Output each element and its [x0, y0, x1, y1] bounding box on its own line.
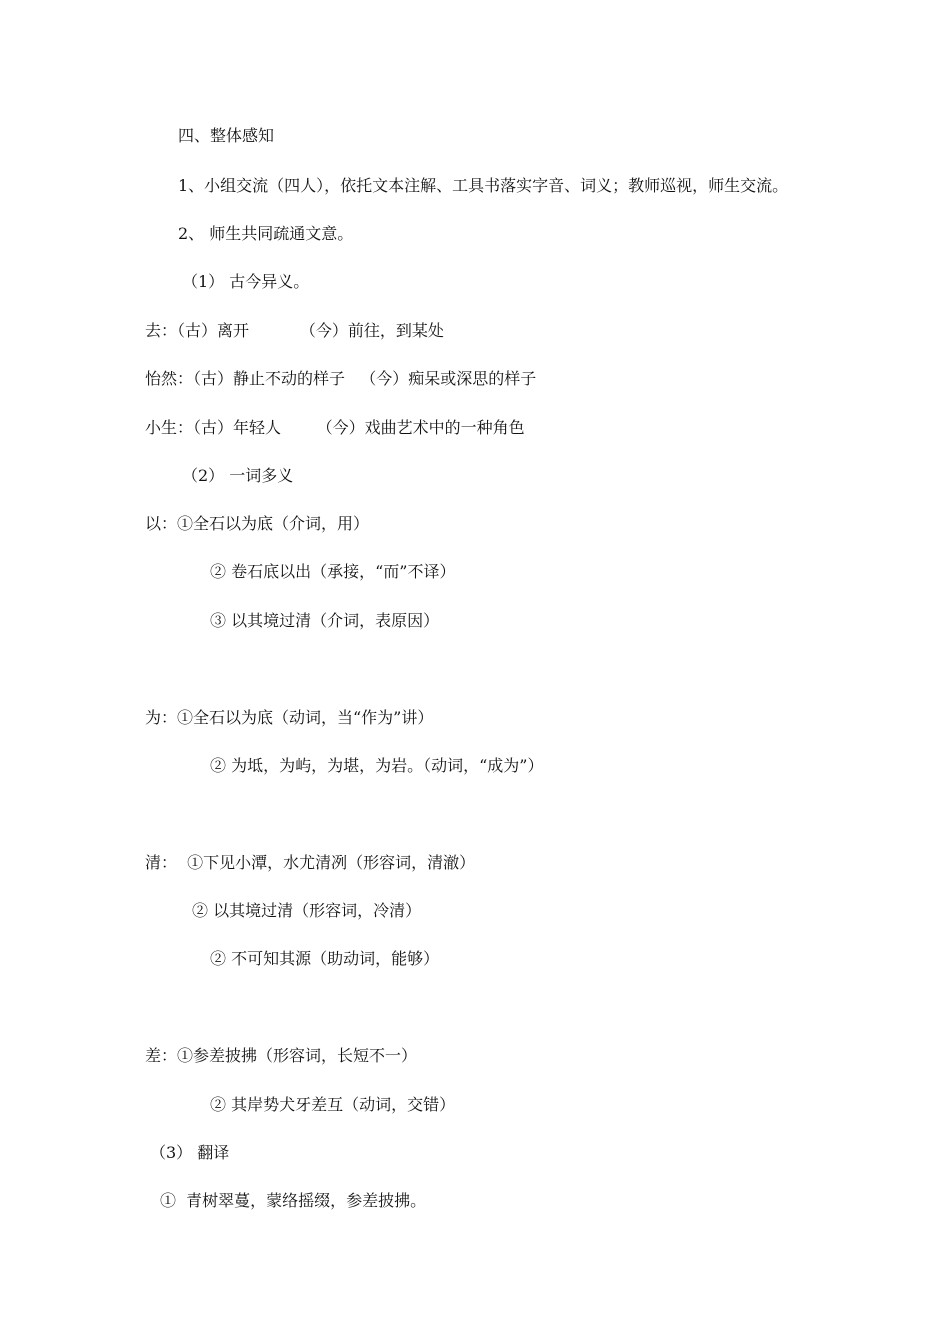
- paragraph-step-1: 1、小组交流（四人），依托文本注解、工具书落实字音、词义；教师巡视，师生交流。: [178, 176, 789, 195]
- entry-qu: 去：（古）离开 （今）前往，到某处: [145, 321, 444, 340]
- subheading-translation: （3） 翻译: [150, 1143, 230, 1162]
- entry-yi-2: ② 卷石底以出（承接，“而”不译）: [210, 562, 456, 581]
- subheading-ancient-modern: （1） 古今异义。: [182, 272, 310, 291]
- entry-xiaosheng: 小生：（古）年轻人 （今）戏曲艺术中的一种角色: [145, 418, 525, 437]
- translation-item-1: ① 青树翠蔓，蒙络摇缀，参差披拂。: [160, 1191, 427, 1210]
- entry-qing-1: 清： ①下见小潭，水尤清冽（形容词，清澈）: [145, 853, 476, 872]
- paragraph-step-2: 2、 师生共同疏通文意。: [178, 224, 354, 243]
- entry-cha-2: ② 其岸势犬牙差互（动词，交错）: [210, 1095, 456, 1114]
- entry-cha-1: 差：①参差披拂（形容词，长短不一）: [145, 1046, 418, 1065]
- section-heading: 四、整体感知: [178, 126, 275, 145]
- subheading-polysemy: （2） 一词多义: [182, 466, 294, 485]
- entry-yiran: 怡然：（古）静止不动的样子 （今）痴呆或深思的样子: [145, 369, 537, 388]
- entry-qing-2: ② 以其境过清（形容词，冷清）: [192, 901, 422, 920]
- entry-wei-2: ② 为坻，为屿，为堪，为岩。（动词，“成为”）: [210, 756, 544, 775]
- entry-wei-1: 为：①全石以为底（动词，当“作为”讲）: [145, 708, 434, 727]
- entry-yi-3: ③ 以其境过清（介词，表原因）: [210, 611, 440, 630]
- entry-qing-3: ② 不可知其源（助动词，能够）: [210, 949, 440, 968]
- entry-yi-1: 以：①全石以为底（介词，用）: [145, 514, 370, 533]
